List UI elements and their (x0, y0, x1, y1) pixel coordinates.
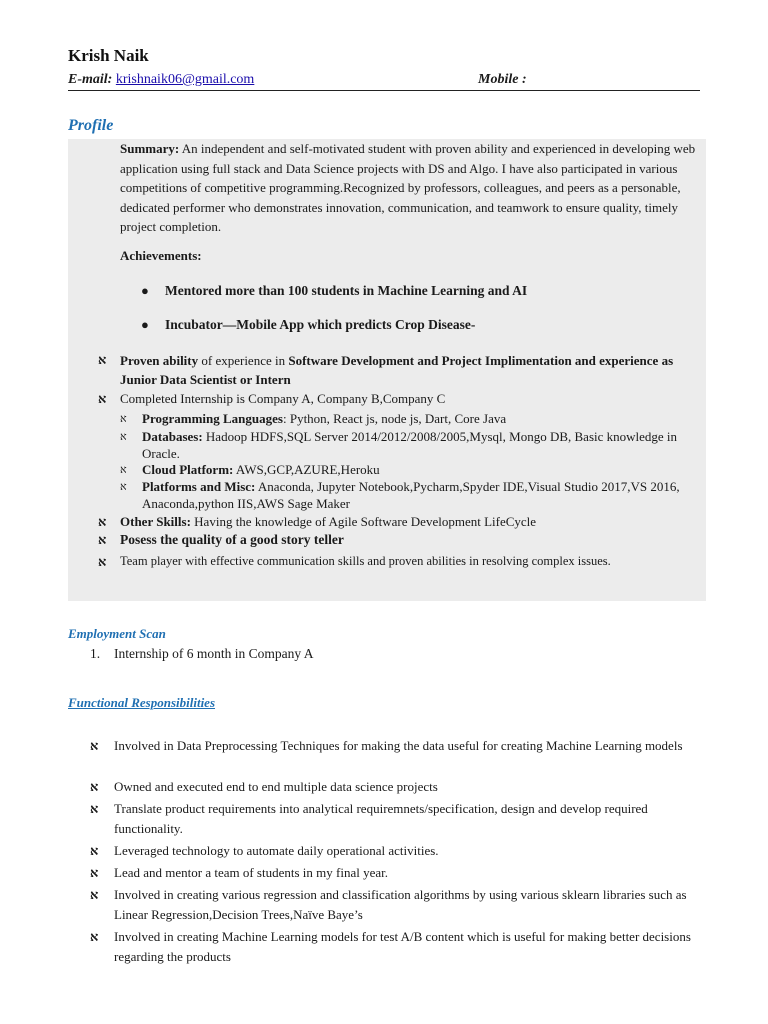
email-label: E-mail: (68, 72, 113, 87)
other-skills-label: Other Skills: (120, 514, 191, 529)
summary-label: Summary: (120, 141, 180, 156)
achievement-text: Mentored more than 100 students in Machine Learning and AI (165, 283, 528, 298)
profile-heading: Profile (68, 117, 114, 134)
functional-heading: Functional Responsibilities (68, 695, 216, 710)
aleph-bullet-icon: א (120, 464, 127, 476)
aleph-bullet-icon: א (98, 554, 107, 569)
summary-paragraph (120, 139, 705, 237)
employment-heading: Employment Scan (68, 626, 166, 641)
aleph-bullet-icon: א (120, 413, 127, 425)
responsibility-text: Lead and mentor a team of students in my final year. (114, 865, 388, 880)
proven-ability-text: of experience in (198, 353, 289, 368)
achievement-text: Incubator—Mobile App which predicts Crop Disease- (165, 317, 476, 332)
aleph-bullet-icon: א (98, 532, 107, 547)
email-link[interactable]: krishnaik06@gmail.com (115, 72, 255, 87)
responsibility-text: Leveraged technology to automate daily operational activities. (114, 843, 439, 858)
internship-line: Completed Internship is Company A, Company B,Company C (120, 391, 446, 406)
aleph-bullet-icon: א (90, 865, 99, 880)
aleph-bullet-icon: א (90, 887, 99, 902)
employment-item-number: 1. (90, 646, 101, 661)
team-player-text: Team player with effective communication skills and proven abilities in resolving complex issues. (120, 554, 611, 568)
storyteller-text: Posess the quality of a good story teller (120, 532, 344, 547)
responsibility-text: Involved in creating various regression and classification algorithms by using various sklearn libraries such as Linear Regression,Decision Trees,Naïve Baye’s (114, 887, 687, 922)
aleph-bullet-icon: א (120, 481, 127, 493)
aleph-bullet-icon: א (98, 391, 107, 406)
bullet-dot-icon: ● (141, 317, 149, 332)
sub-skill-label: Programming Languages (142, 411, 283, 426)
sub-skill-text: Anaconda, Jupyter Notebook,Pycharm,Spyder IDE,Visual Studio 2017,VS 2016, Anaconda,python IIS,AWS Sage Maker (142, 479, 680, 511)
sub-skill-label: Cloud Platform: (142, 462, 234, 477)
mobile-label: Mobile : (478, 72, 527, 87)
sub-skill-text: AWS,GCP,AZURE,Heroku (235, 462, 380, 477)
aleph-bullet-icon: א (90, 738, 99, 753)
bullet-dot-icon: ● (141, 283, 149, 298)
candidate-name: Krish Naik (68, 46, 149, 65)
responsibility-text: Involved in creating Machine Learning models for test A/B content which is useful for making better decisions regarding the products (114, 929, 691, 964)
proven-ability-detail: Software Development and Project Implimentation and experience as Junior Data Scientist or Intern (120, 353, 674, 387)
aleph-bullet-icon: א (98, 514, 107, 529)
contact-line (68, 72, 700, 91)
responsibility-text: Owned and executed end to end multiple data science projects (114, 779, 438, 794)
sub-skill-label: Platforms and Misc: (142, 479, 256, 494)
sub-skill-sep: : (282, 411, 290, 426)
responsibility-text: Involved in Data Preprocessing Techniques for making the data useful for creating Machine Learning models (114, 738, 683, 753)
sub-skill-label: Databases: (142, 429, 203, 444)
aleph-bullet-icon: א (90, 843, 99, 858)
other-skills-text: Having the knowledge of Agile Software Development LifeCycle (190, 514, 537, 529)
aleph-bullet-icon: א (98, 352, 107, 367)
proven-ability-label: Proven ability (120, 353, 199, 368)
aleph-bullet-icon: א (90, 801, 99, 816)
sub-skill-text: Hadoop HDFS,SQL Server 2014/2012/2008/2005,Mysql, Mongo DB, Basic knowledge in Oracle. (142, 429, 678, 461)
aleph-bullet-icon: א (120, 431, 127, 443)
summary-text: An independent and self-motivated student with proven ability and experienced in developing web application using full stack and Data Science projects with DS and Algo. I have also participated in various competitions of competitive programming.Recognized by professors, colleagues, and peers as a personable, dedicated performer who demonstrates innovation, communication, and teamwork to ensure quality, timely project completion. (120, 141, 696, 234)
achievements-heading: Achievements: (120, 248, 202, 263)
responsibility-text: Translate product requirements into analytical requiremnets/specification, design and develop required functionality. (114, 801, 648, 836)
employment-item-text: Internship of 6 month in Company A (114, 646, 314, 661)
sub-skill-text: Python, React js, node js, Dart, Core Java (289, 411, 507, 426)
aleph-bullet-icon: א (90, 779, 99, 794)
aleph-bullet-icon: א (90, 929, 99, 944)
